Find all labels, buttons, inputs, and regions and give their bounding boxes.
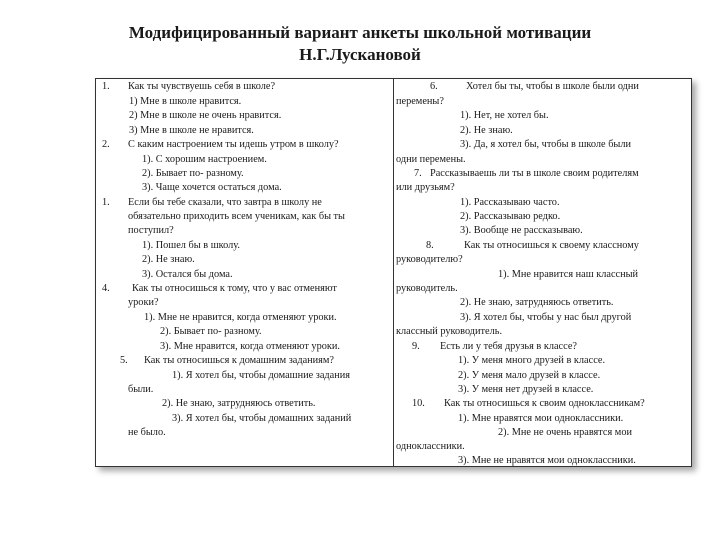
question-number: 8. bbox=[426, 240, 434, 251]
answer-option: 3). Да, я хотел бы, чтобы в школе были bbox=[460, 139, 632, 150]
answer-option: 3). Я хотел бы, чтобы у нас был другой bbox=[460, 312, 632, 323]
answer-option: 3). Остался бы дома. bbox=[142, 269, 233, 280]
answer-option: 3). Мне нравится, когда отменяют уроки. bbox=[160, 341, 340, 352]
question-number: 4. bbox=[102, 283, 110, 294]
answer-option: 2). У меня мало друзей в классе. bbox=[458, 370, 601, 381]
answer-option: 2). Бывает по- разному. bbox=[142, 168, 244, 179]
question-text: Если бы тебе сказали, что завтра в школу не bbox=[128, 197, 322, 208]
question-text: или друзьям? bbox=[396, 182, 455, 193]
question-number: 9. bbox=[412, 341, 420, 352]
answer-option: 1). Рассказываю часто. bbox=[460, 197, 560, 208]
answer-option: 1). С хорошим настроением. bbox=[142, 154, 267, 165]
answer-option: 3) Мне в школе не нравится. bbox=[129, 125, 254, 136]
answer-option: 2). Мне не очень нравятся мои bbox=[498, 427, 632, 438]
answer-option: 2). Бывает по- разному. bbox=[160, 326, 262, 337]
question-number: 10. bbox=[412, 398, 425, 409]
answer-option: 1). Пошел бы в школу. bbox=[142, 240, 240, 251]
answer-option: 2). Не знаю. bbox=[142, 254, 195, 265]
answer-option: 2). Не знаю, затрудняюсь ответить. bbox=[162, 398, 316, 409]
title-line-1: Модифицированный вариант анкеты школьной мотивации bbox=[128, 23, 592, 42]
question-text: перемены? bbox=[396, 96, 444, 107]
answer-option-continued: одноклассники. bbox=[396, 441, 465, 452]
answer-option: 1). Я хотел бы, чтобы домашние задания bbox=[172, 370, 350, 381]
question-text: Как ты относишься к своим одноклассникам? bbox=[444, 398, 645, 409]
answer-option: 2). Не знаю, затрудняюсь ответить. bbox=[460, 297, 614, 308]
question-text: Рассказываешь ли ты в школе своим родителям bbox=[430, 168, 639, 179]
question-number: 1. bbox=[102, 81, 110, 92]
question-text: Есть ли у тебя друзья в классе? bbox=[440, 341, 577, 352]
answer-option-continued: не было. bbox=[128, 427, 166, 438]
question-text: Как ты относишься к тому, что у вас отменяют bbox=[132, 283, 337, 294]
question-text: поступил? bbox=[128, 225, 174, 236]
question-text: С каким настроением ты идешь утром в школу? bbox=[128, 139, 339, 150]
answer-option: 3). У меня нет друзей в классе. bbox=[458, 384, 594, 395]
question-text: Как ты чувствуешь себя в школе? bbox=[128, 81, 276, 92]
answer-option: 1). Нет, не хотел бы. bbox=[460, 110, 549, 121]
answer-option: 3). Я хотел бы, чтобы домашних заданий bbox=[172, 413, 352, 424]
question-text: Как ты относишься к домашним заданиям? bbox=[144, 355, 334, 366]
question-text: руководителю? bbox=[396, 254, 463, 265]
answer-option: 1). У меня много друзей в классе. bbox=[458, 355, 606, 366]
question-number: 6. bbox=[430, 81, 438, 92]
questionnaire-table bbox=[95, 78, 692, 467]
document-title bbox=[0, 22, 720, 66]
question-text: обязательно приходить всем ученикам, как бы ты bbox=[128, 211, 345, 222]
question-number: 1. bbox=[102, 197, 110, 208]
answer-option: 1). Мне нравится наш классный bbox=[498, 269, 639, 280]
answer-option-continued: одни перемены. bbox=[396, 154, 466, 165]
answer-option: 3). Мне не нравятся мои одноклассники. bbox=[458, 455, 636, 466]
question-text: уроки? bbox=[128, 297, 159, 308]
answer-option-continued: были. bbox=[128, 384, 154, 395]
answer-option: 2). Рассказываю редко. bbox=[460, 211, 561, 222]
answer-option-continued: руководитель. bbox=[396, 283, 458, 294]
answer-option-continued: классный руководитель. bbox=[396, 326, 503, 337]
question-text: Как ты относишься к своему классному bbox=[464, 240, 639, 251]
question-number: 7. bbox=[414, 168, 422, 179]
question-number: 5. bbox=[120, 355, 128, 366]
answer-option: 1). Мне нравятся мои одноклассники. bbox=[458, 413, 624, 424]
question-text: Хотел бы ты, чтобы в школе были одни bbox=[466, 81, 639, 92]
column-divider bbox=[393, 79, 394, 466]
answer-option: 1). Мне не нравится, когда отменяют уроки. bbox=[144, 312, 337, 323]
answer-option: 3). Чаще хочется остаться дома. bbox=[142, 182, 282, 193]
title-line-2: Н.Г.Лускановой bbox=[299, 45, 421, 64]
answer-option: 1) Мне в школе нравится. bbox=[129, 96, 242, 107]
answer-option: 3). Вообще не рассказываю. bbox=[460, 225, 583, 236]
answer-option: 2). Не знаю. bbox=[460, 125, 513, 136]
question-number: 2. bbox=[102, 139, 110, 150]
answer-option: 2) Мне в школе не очень нравится. bbox=[129, 110, 282, 121]
